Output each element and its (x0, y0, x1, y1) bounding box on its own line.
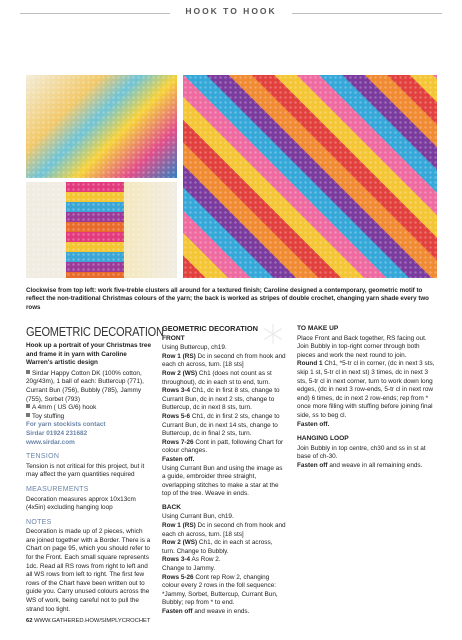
photo-striped-back (26, 182, 177, 278)
loop-heading: HANGING LOOP (297, 435, 349, 443)
back-row: Row 1 (RS) Dc in second ch from hook and each ch across, turn. [18 sts] (162, 522, 286, 538)
front-row: Rows 5-6 Ch1, dc in first 2 sts, change to Currant Bun, dc in next 14 sts, change to Buttercup, dc in final 2 sts, turn. (162, 412, 280, 438)
back-heading: BACK (162, 503, 182, 511)
back-change: Change to Jammy. (162, 565, 216, 573)
header-rule-left (20, 13, 170, 14)
article-title: GEOMETRIC DECORATION (26, 324, 164, 339)
front-row: Rows 3-4 Ch1, dc in first 8 sts, change to Currant Bun, dc in next 2 sts, change to Buttercup, dc in next 8 sts, turn. (162, 387, 280, 412)
makeup-text: Place Front and Back together, RS facing out. Join Bubbly in top-right corner through both pieces and work the next round to join. (297, 334, 427, 359)
makeup-heading: TO MAKE UP (297, 325, 339, 332)
loop-fasten: Fasten off and weave in all remaining ends. (297, 461, 423, 469)
section-title: HOOK TO HOOK (185, 6, 277, 16)
pattern-heading: GEOMETRIC DECORATION (162, 324, 258, 333)
front-row: Row 1 (RS) Dc in second ch from hook and each ch across, turn. [18 sts] (162, 352, 286, 369)
header-rule-right (292, 13, 442, 14)
column-pattern (162, 325, 286, 617)
material-item: A 4mm ( US G/6) hook (26, 404, 152, 413)
page-number: 62 (26, 618, 33, 624)
notes-text: Decoration is made up of 2 pieces, which are joined together with a Border. There is a Chart on page 95, which you should refer to for the Front. Each small square represents 1dc. Read all RS rows from right to left and all WS rows from left to right. The first few rows of the Chart have been written out to guide you. Carry unused colours across the WS of work, being careful not to pull the strand too tight. (26, 528, 151, 613)
back-row: Rows 5-26 Cont rep Row 2, changing colour every 2 rows in the foll sequence: *Jammy, Sorbet, Buttercup, Currant Bun, Bubbly; rep from * to end. (162, 573, 278, 607)
bullet-square-icon (26, 413, 30, 417)
measurements-heading: MEASUREMENTS (26, 485, 89, 493)
stockists-link[interactable]: www.sirdar.com (26, 438, 75, 446)
makeup-fasten: Fasten off. (297, 420, 330, 428)
stockists-name: Sirdar 01924 231682 (26, 429, 88, 437)
makeup-round: Round 1 Ch1, *5-tr cl in corner, (dc in next 3 sts, skip 1 st, 5-tr cl in next st) 3 times, dc in next 3 sts, 5-tr cl in next corner, turn to work down long edges, (dc in next 3 row-ends, 5-tr cl in next row end) 6 times, dc in next 2 row-ends; rep from * once more filling with stuffing before joining final side, ss to beg cl. (297, 360, 435, 419)
loop-text: Join Bubbly in top centre, ch30 and ss in st at base of ch-30. (297, 444, 426, 461)
back-row: Rows 3-4 As Row 2. (162, 556, 221, 564)
photo-geometric-motif (183, 75, 437, 278)
column-intro (26, 324, 164, 614)
front-row: Row 2 (WS) Ch1 (does not count as st throughout), dc in each st to end, turn. (162, 369, 272, 386)
stockists-label: For yarn stockists contact (26, 421, 106, 429)
material-item: Toy stuffing (26, 413, 152, 422)
bullet-square-icon (26, 404, 30, 408)
back-fasten: Fasten off and weave in ends. (162, 608, 250, 615)
footer-url[interactable]: WWW.GATHERED.HOW/SIMPLYCROCHET (32, 618, 151, 624)
front-fasten: Fasten off. (162, 455, 195, 463)
back-row: Row 2 (WS) Ch1, dc in each st across, turn. Change to Bubbly. (162, 539, 273, 555)
back-start: Using Currant Bun, ch19. (162, 513, 234, 521)
measurements-text: Decoration measures approx 10x13cm (4x5in) excluding hanging loop (26, 495, 136, 512)
tension-heading: TENSION (26, 453, 60, 461)
photo-cluster-border (26, 75, 177, 178)
tension-text: Tension is not critical for this project, but it may affect the yarn quantities required (26, 462, 145, 479)
column-makeup (297, 325, 437, 471)
front-row: Rows 7-26 Cont in patt, following Chart for colour changes. (162, 438, 284, 455)
material-item: Sirdar Happy Cotton DK (100% cotton, 20g/43m), 1 ball of each: Buttercup (771), Currant Bun (756), Bubbly (785), Jammy (755), Sorbet (793) (26, 369, 144, 403)
notes-heading: NOTES (26, 518, 52, 526)
photo-caption: Clockwise from top left: work five-treble clusters all around for a textured finish; Caroline designed a contemporary, geometric motif to reflect the non-traditional Christmas colours of the yarn; the back is worked as stripes of double crochet, changing yarn shade every two rows (26, 287, 429, 311)
front-heading: FRONT (162, 334, 185, 342)
bullet-square-icon (26, 370, 30, 374)
intro-text: Hook up a portrait of your Christmas tree and frame it in yarn with Caroline Warren's artistic design (26, 342, 151, 367)
front-start: Using Buttercup, ch19. (162, 344, 227, 352)
page-footer (26, 618, 150, 624)
front-embroider: Using Currant Bun and using the image as a guide, embroider three straight, overlapping stitches to make a star at the top of the tree. Weave in ends. (162, 464, 283, 498)
page-header (0, 0, 462, 28)
